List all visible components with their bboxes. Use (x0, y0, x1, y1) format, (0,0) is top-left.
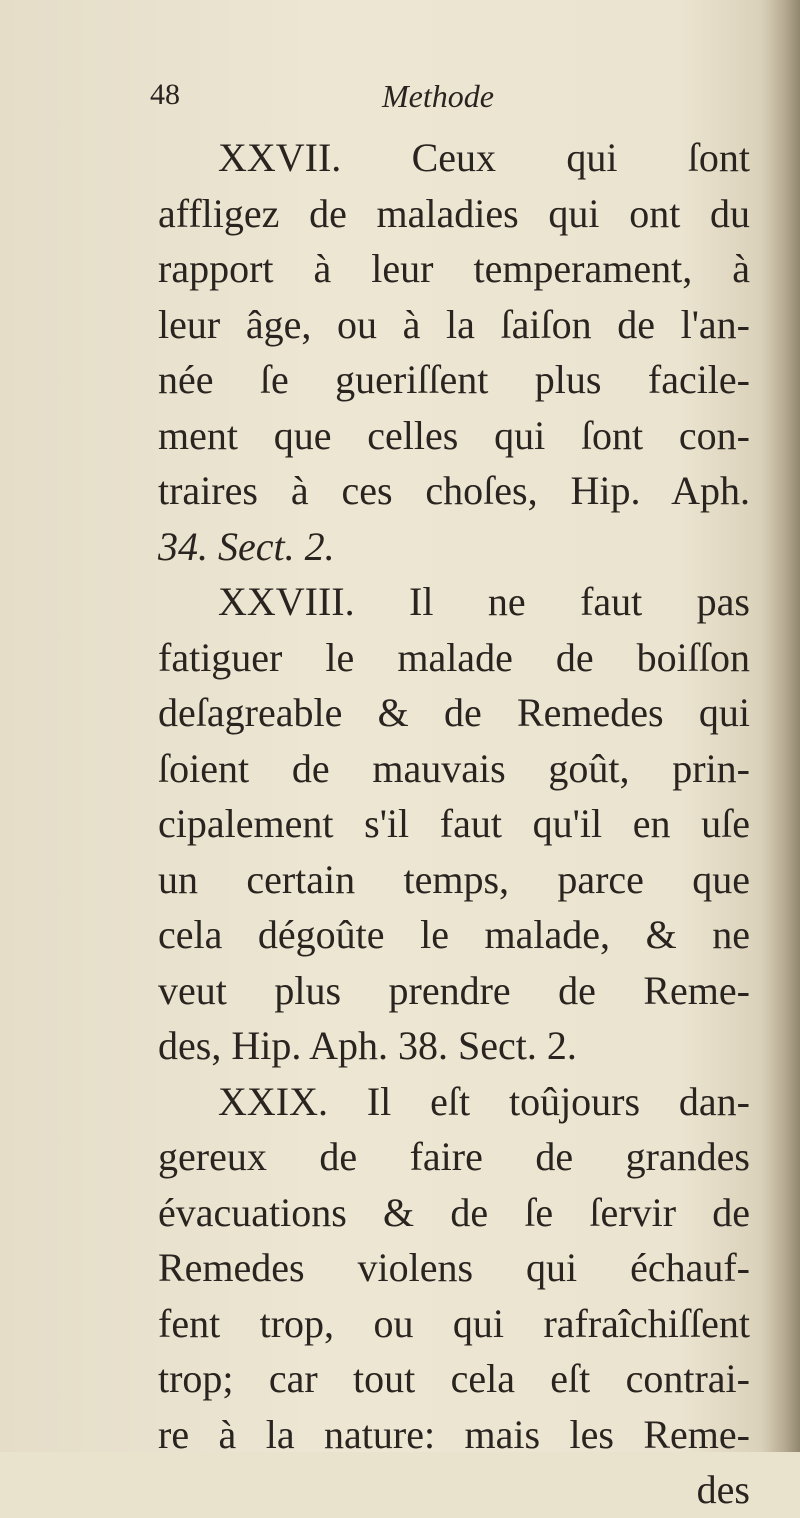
text-line: un certain temps, parce que (158, 856, 750, 902)
text-line: des, Hip. Aph. 38. Sect. 2. (158, 1023, 577, 1068)
text-line: XXIX. Il eſt toûjours dan- (218, 1078, 750, 1124)
text-line: veut plus prendre de Reme- (158, 967, 750, 1013)
text-line: gereux de faire de grandes (158, 1134, 750, 1179)
text-line: évacuations & de ſe ſervir de (158, 1189, 750, 1235)
text-line: cela dégoûte le malade, & ne (158, 912, 750, 957)
text-line: re à la nature: mais les Reme- (158, 1411, 750, 1457)
body-text (158, 130, 750, 1518)
catchword: des (696, 1467, 750, 1512)
text-line: 34. Sect. 2. (158, 523, 335, 569)
text-line: XXVII. Ceux qui ſont (218, 135, 750, 180)
text-line: fatiguer le malade de boiſſon (158, 634, 750, 680)
text-line: leur âge, ou à la ſaiſon de l'an- (158, 301, 750, 347)
text-line: affligez de maladies qui ont du (158, 190, 750, 236)
text-line: fent trop, ou qui rafraîchiſſent (158, 1300, 750, 1346)
text-line: XXVIII. Il ne faut pas (218, 579, 750, 624)
text-line: trop; car tout cela eſt contrai- (158, 1356, 750, 1401)
page-gutter-shadow (760, 0, 800, 1452)
running-title: Methode (382, 78, 494, 114)
text-line: ment que celles qui ſont con- (158, 412, 750, 458)
text-line: rapport à leur temperament, à (158, 246, 750, 291)
text-line: cipalement s'il faut qu'il en uſe (158, 801, 750, 846)
text-line: traires à ces choſes, Hip. Aph. (158, 468, 750, 513)
text-line: Remedes violens qui échauf- (158, 1245, 750, 1290)
text-line: ſoient de mauvais goût, prin- (158, 745, 750, 791)
text-line: née ſe gueriſſent plus facile- (158, 357, 750, 402)
page-header (150, 78, 750, 128)
text-line: deſagreable & de Remedes qui (158, 690, 750, 735)
page-number: 48 (150, 78, 180, 111)
